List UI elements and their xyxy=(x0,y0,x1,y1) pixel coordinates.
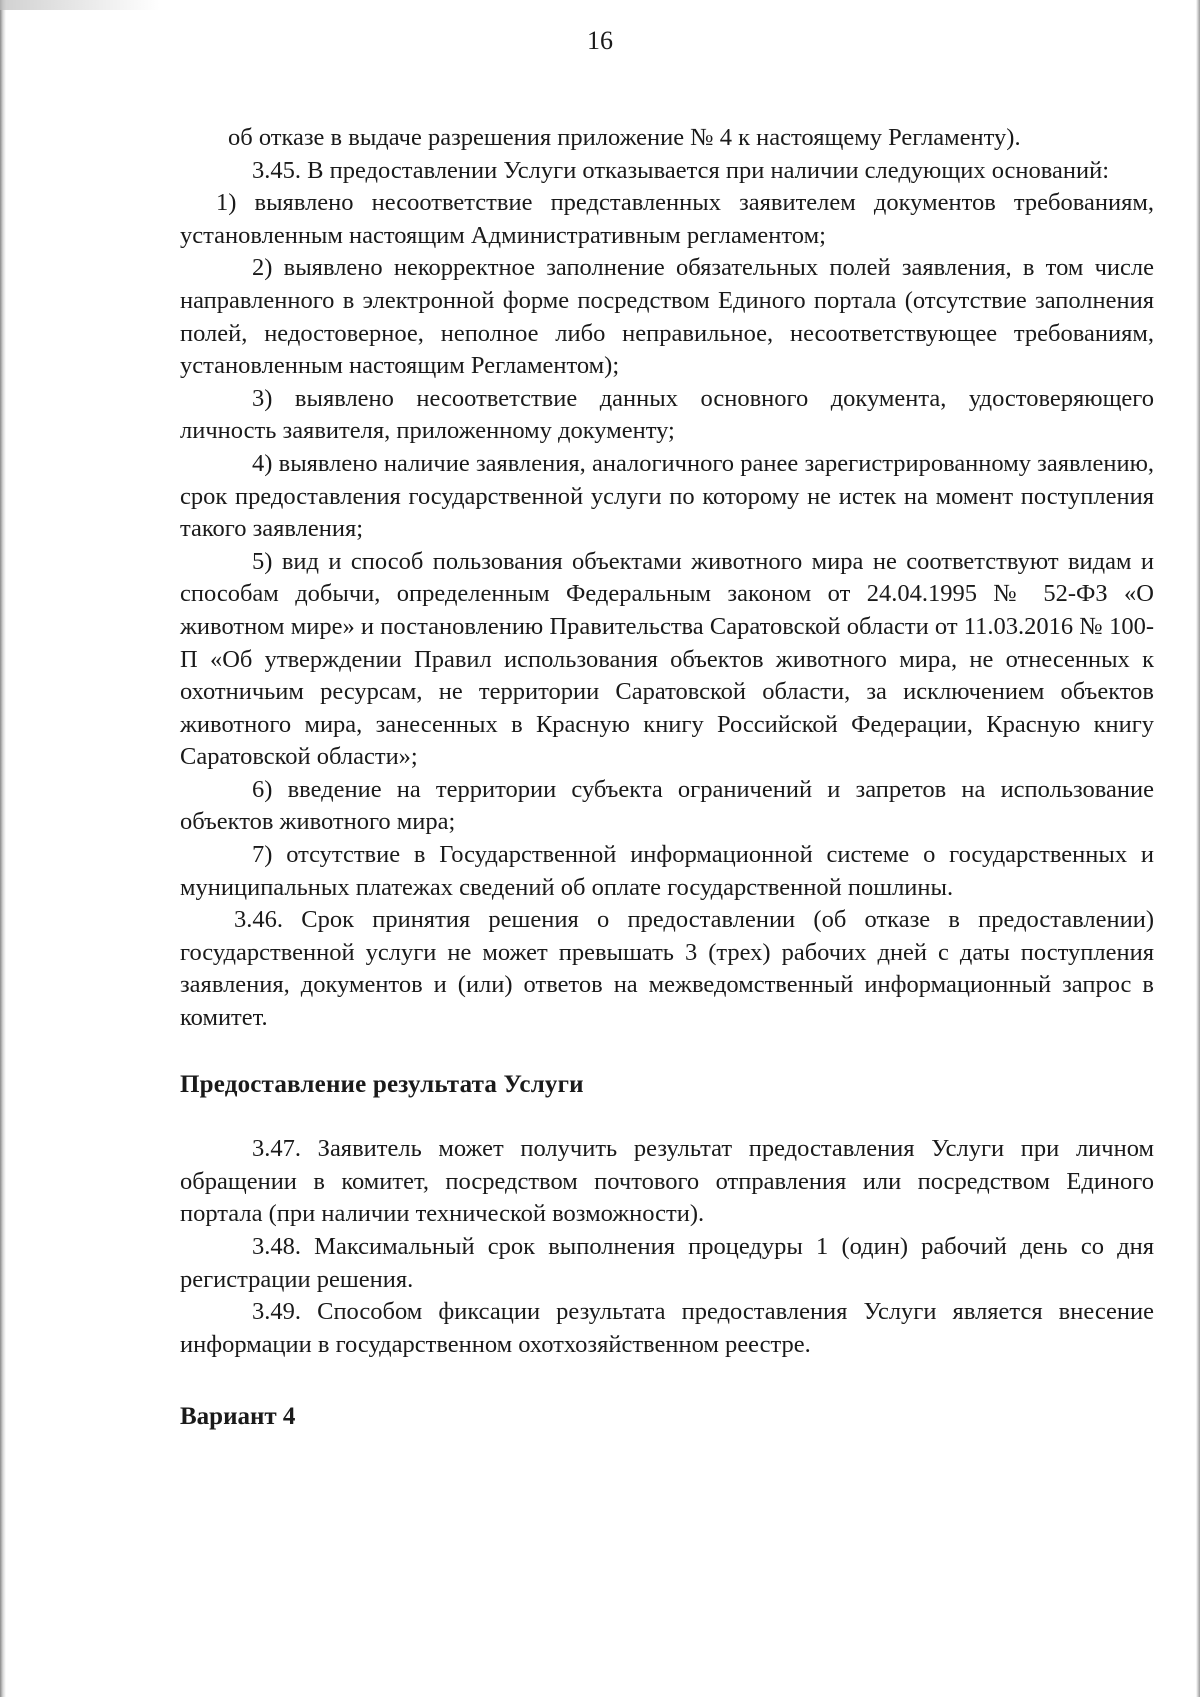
scan-left-edge xyxy=(0,0,6,1697)
list-item-6: 6) введение на территории субъекта ограничений и запретов на использование объектов животного мира; xyxy=(180,775,1154,836)
paragraph-3-49: 3.49. Способом фиксации результата предоставления Услуги является внесение информации в государственном охотхозяйственном реестре. xyxy=(180,1298,1154,1358)
paragraph-3-46: 3.46. Срок принятия решения о предоставлении (об отказе в предоставлении) государственной услуги не может превышать 3 (трех) рабочих дней с даты поступления заявления, документов и (или) ответов на межведомственный информационный запрос в комитет. xyxy=(180,906,1154,1032)
list-item-1: 1) выявлено несоответствие представленных заявителем документов требованиям, установленным настоящим Административным регламентом; xyxy=(180,189,1154,249)
variant-heading: Вариант 4 xyxy=(180,1403,296,1431)
list-item-3: 3) выявлено несоответствие данных основного документа, удостоверяющего личность заявителя, приложенному документу; xyxy=(180,384,1154,445)
paragraph-continuation: об отказе в выдаче разрешения приложение № 4 к настоящему Регламенту). xyxy=(228,124,1021,151)
document-body xyxy=(180,122,1154,1434)
paragraph-3-45: 3.45. В предоставлении Услуги отказывается при наличии следующих оснований: xyxy=(252,156,1110,184)
scan-right-edge xyxy=(1196,0,1200,1697)
list-item-2: 2) выявлено некорректное заполнение обязательных полей заявления, в том числе направленного в электронной форме посредством Единого портала (отсутствие заполнения полей, недостоверное, неполное либо неправильное, несоответствующее требованиям, установленным настоящим Регламентом); xyxy=(180,254,1154,380)
page-number: 16 xyxy=(587,26,613,55)
list-item-5: 5) вид и способ пользования объектами животного мира не соответствуют видам и способам добычи, определенным Федеральным законом от 24.04.1995 № 52-ФЗ «О животном мире» и постановлению Правительства Саратовской области от 11.03.2016 № 100-П «Об утверждении Правил использования объектов животного мира, не отнесенных к охотничьим ресурсам, не территории Саратовской области, за исключением объектов животного мира, занесенных в Красную книгу Российской Федерации, Красную книгу Саратовской области»; xyxy=(180,547,1154,771)
paragraph-3-48: 3.48. Максимальный срок выполнения процедуры 1 (один) рабочий день со дня регистрации решения. xyxy=(180,1233,1154,1293)
scan-smudge xyxy=(0,0,160,10)
list-item-4: 4) выявлено наличие заявления, аналогичного ранее зарегистрированному заявлению, срок предоставления государственной услуги по которому не истек на момент поступления такого заявления; xyxy=(180,449,1154,543)
paragraph-3-47: 3.47. Заявитель может получить результат предоставления Услуги при личном обращении в комитет, посредством почтового отправления или посредством Единого портала (при наличии технической возможности). xyxy=(180,1135,1154,1228)
section-heading: Предоставление результата Услуги xyxy=(180,1070,584,1098)
list-item-7: 7) отсутствие в Государственной информационной системе о государственных и муниципальных платежах сведений об оплате государственной пошлины. xyxy=(180,841,1154,901)
